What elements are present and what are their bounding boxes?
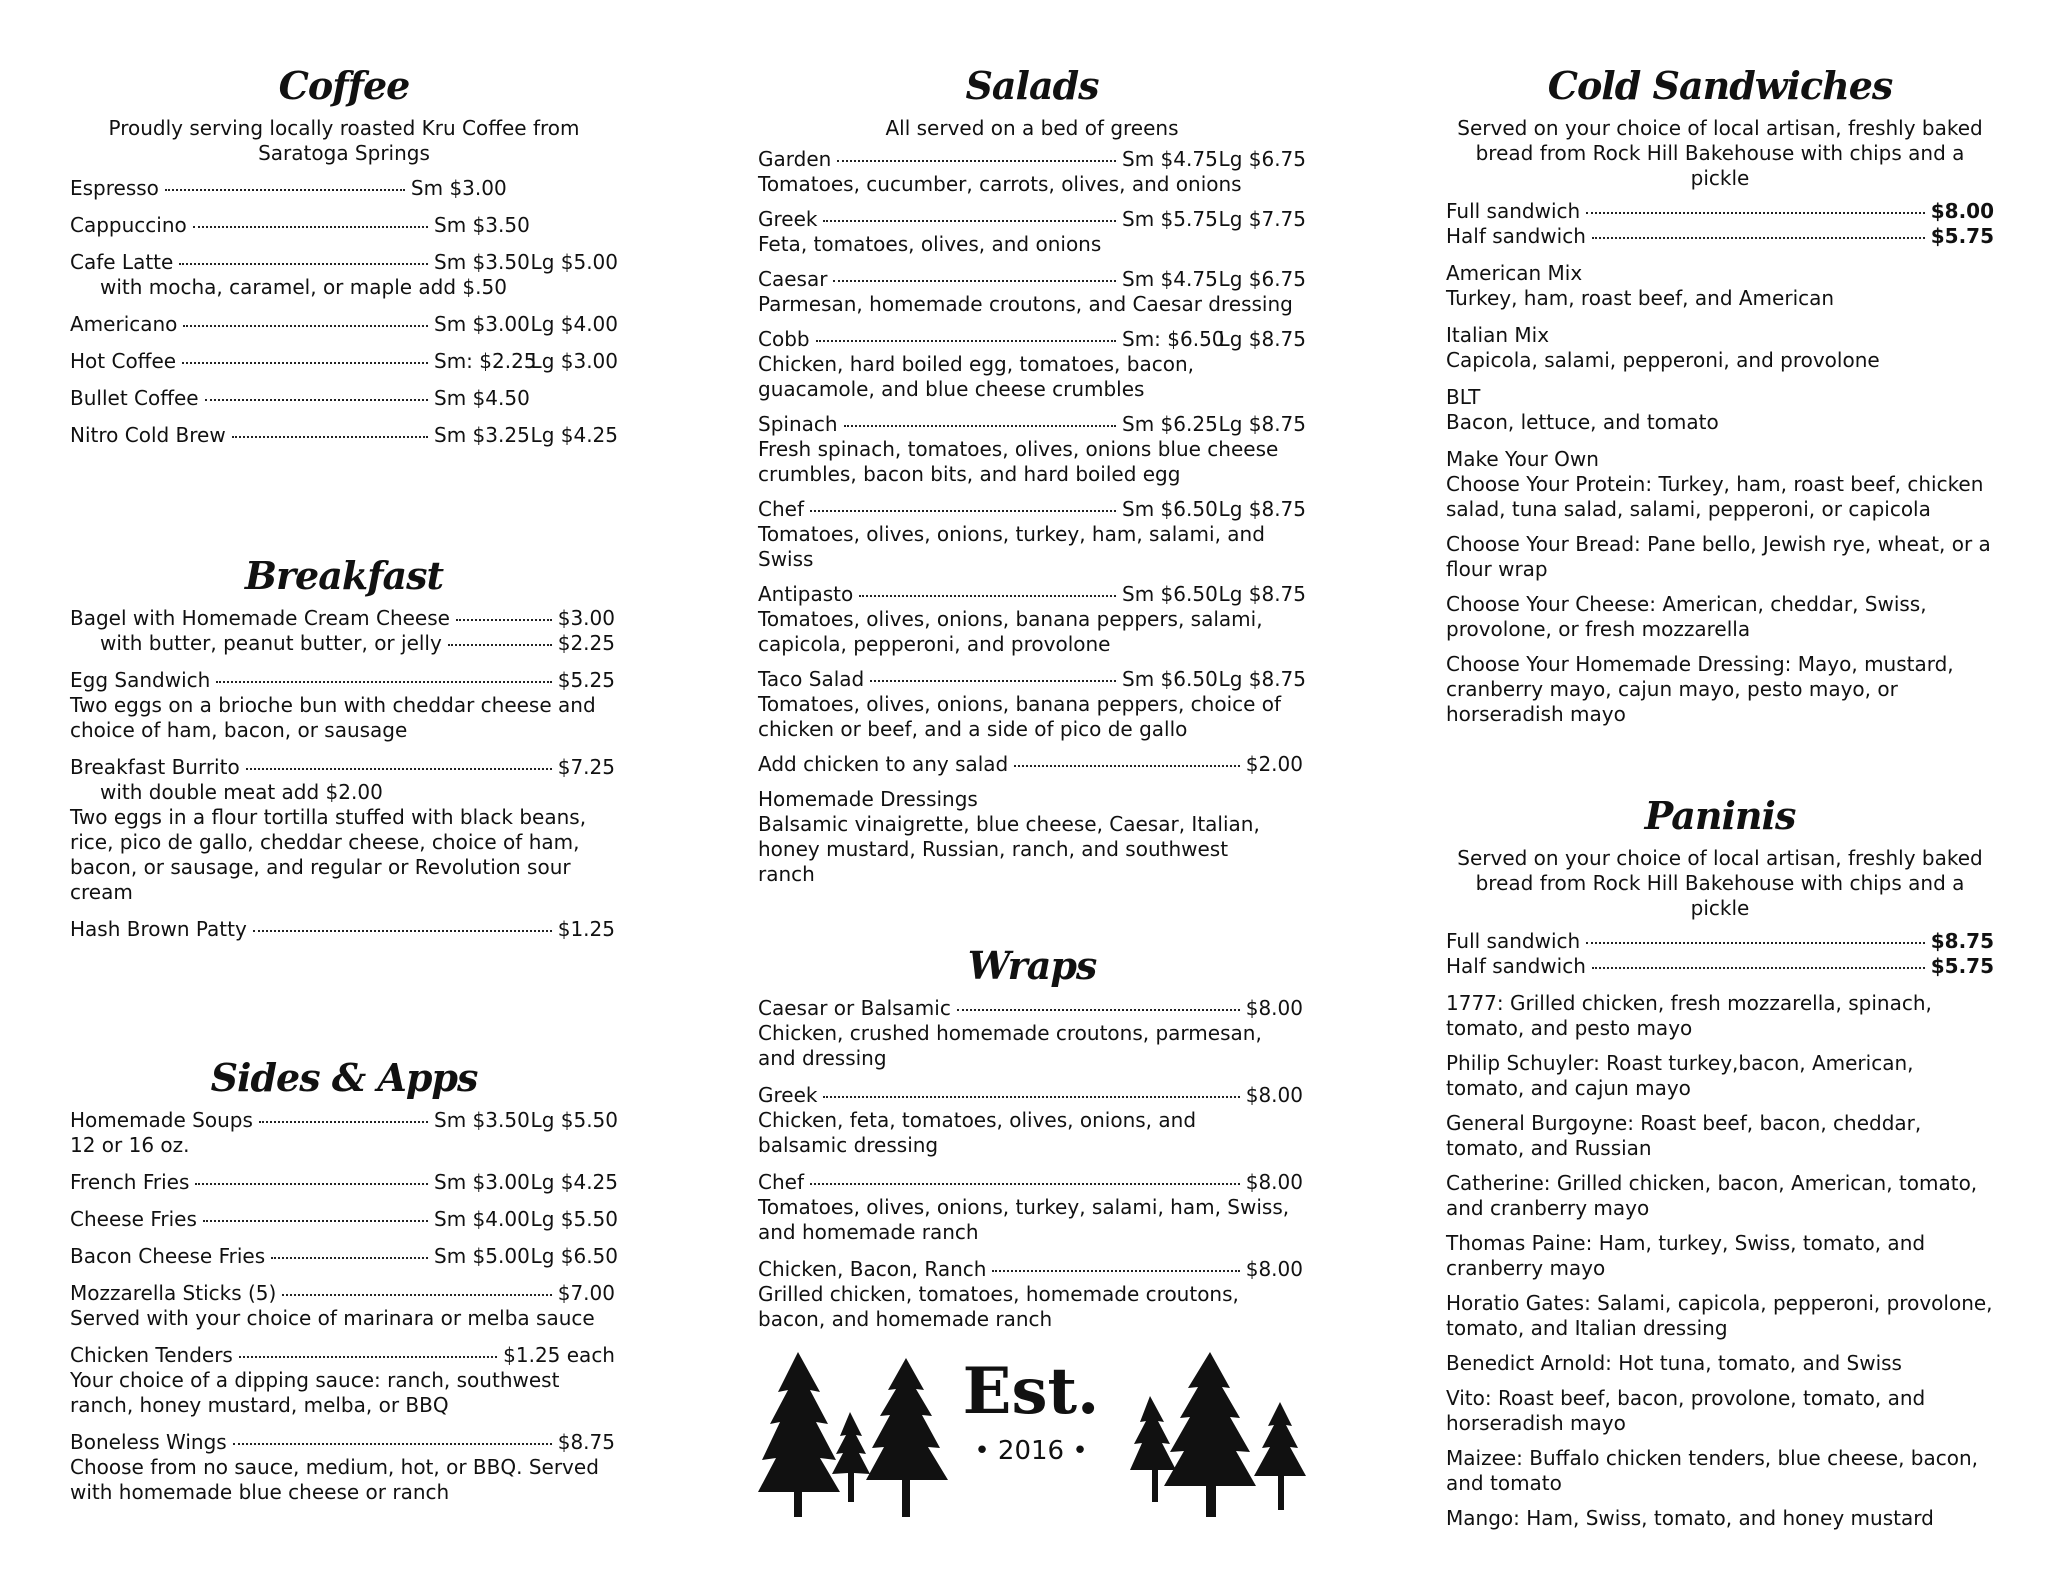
item-description: Turkey, ham, roast beef, and American: [1446, 286, 1835, 310]
price-large: Lg $8.75: [1218, 667, 1306, 691]
item-name: Taco Salad: [758, 667, 865, 691]
item-price: $8.75: [1930, 929, 1994, 953]
price-large: Lg $6.75: [1218, 267, 1306, 291]
coffee-heading: Coffee: [278, 63, 410, 108]
item-name: BLT: [1446, 385, 1481, 409]
panini-item: [1446, 1446, 1994, 1496]
item-description: Tomatoes, olives, onions, turkey, ham, salami, and Swiss: [758, 522, 1265, 571]
item-description: Chicken, feta, tomatoes, olives, onions, and balsamic dressing: [758, 1108, 1197, 1157]
menu-item: [70, 349, 618, 374]
item-name: Caesar: [758, 267, 828, 291]
menu-item: [70, 755, 618, 905]
full-sandwich-price: [1446, 929, 1994, 954]
item-name: Garden: [758, 147, 832, 171]
item-price: $7.25: [557, 755, 615, 779]
price-small: Sm $3.50: [434, 250, 530, 274]
item-description: Tomatoes, olives, onions, banana peppers, salami, capicola, pepperoni, and provolone: [758, 607, 1263, 656]
item-note: 12 or 16 oz.: [70, 1133, 190, 1157]
panini-item: [1446, 1506, 1994, 1531]
menu-item: [758, 1257, 1306, 1332]
menu-item: [70, 1207, 618, 1232]
item-price: $5.75: [1930, 954, 1994, 978]
panini-name: General Burgoyne:: [1446, 1111, 1634, 1135]
menu-item: [70, 668, 618, 743]
item-name: Spinach: [758, 412, 838, 436]
full-sandwich-price: [1446, 199, 1994, 224]
item-name: Hot Coffee: [70, 349, 177, 373]
panini-description: Roast beef, bacon, cheddar, tomato, and Russian: [1446, 1111, 1922, 1160]
item-description: Chicken, crushed homemade croutons, parmesan, and dressing: [758, 1021, 1262, 1070]
menu-item: [1446, 385, 1994, 435]
price-small: Sm $4.50: [434, 386, 530, 410]
panini-name: 1777:: [1446, 991, 1504, 1015]
price-small: Sm $4.75: [1122, 147, 1218, 171]
item-name: Cheese Fries: [70, 1207, 197, 1231]
pine-trees-right-icon: [1130, 1352, 1306, 1522]
panini-item: [1446, 1231, 1994, 1281]
price-small: Sm $3.50: [434, 213, 530, 237]
item-name: Homemade Soups: [70, 1108, 253, 1132]
item-description: Your choice of a dipping sauce: ranch, southwest ranch, honey mustard, melba, or BBQ: [70, 1368, 560, 1417]
panini-item: [1446, 1051, 1994, 1101]
dressings-item: [758, 787, 1306, 887]
item-description: Choose from no sauce, medium, hot, or BBQ. Served with homemade blue cheese or ranch: [70, 1455, 599, 1504]
menu-item: [70, 250, 618, 300]
item-description: Tomatoes, olives, onions, banana peppers, choice of chicken or beef, and a side of pico de gallo: [758, 692, 1282, 741]
est-mark: [936, 1352, 1126, 1466]
item-price: $8.00: [1245, 1170, 1303, 1194]
menu-item: [758, 497, 1306, 572]
menu-item: [70, 312, 618, 337]
menu-item: [70, 1281, 618, 1331]
item-name: Boneless Wings: [70, 1430, 227, 1454]
item-name: Hash Brown Patty: [70, 917, 247, 941]
item-name: Caesar or Balsamic: [758, 996, 951, 1020]
item-name: Half sandwich: [1446, 224, 1586, 248]
panini-description: Grilled chicken, fresh mozzarella, spinach, tomato, and pesto mayo: [1446, 991, 1932, 1040]
panini-name: Mango:: [1446, 1506, 1520, 1530]
half-sandwich-price: [1446, 224, 1994, 249]
choice-dressing: [1446, 652, 1994, 727]
price-large: Lg $4.25: [530, 1170, 618, 1194]
panini-description: Grilled chicken, bacon, American, tomato, and cranberry mayo: [1446, 1171, 1978, 1220]
price-large: Lg $5.00: [530, 250, 618, 274]
panini-description: Roast beef, bacon, provolone, tomato, and horseradish mayo: [1446, 1386, 1926, 1435]
panini-name: Philip Schuyler:: [1446, 1051, 1600, 1075]
item-price: $5.25: [557, 668, 615, 692]
panini-name: Catherine:: [1446, 1171, 1551, 1195]
item-name: Nitro Cold Brew: [70, 423, 226, 447]
item-description: Bacon, lettuce, and tomato: [1446, 410, 1719, 434]
price-large: Lg $8.75: [1218, 327, 1306, 351]
item-name: French Fries: [70, 1170, 190, 1194]
menu-item: [70, 606, 618, 631]
choice-text: Turkey, ham, roast beef, chicken salad, tuna salad, salami, pepperoni, or capicola: [1446, 472, 1984, 521]
choice-protein: [1446, 472, 1994, 522]
paninis-section: [1446, 792, 1994, 1541]
paninis-subtitle: Served on your choice of local artisan, freshly baked bread from Rock Hill Bakehouse with chips and a pickle: [1457, 846, 1983, 920]
coffee-subtitle: Proudly serving locally roasted Kru Coffee from Saratoga Springs: [108, 116, 580, 165]
coffee-section: [70, 62, 618, 460]
panini-item: [1446, 1291, 1994, 1341]
item-name: Antipasto: [758, 582, 854, 606]
item-description: Two eggs on a brioche bun with cheddar cheese and choice of ham, bacon, or sausage: [70, 693, 596, 742]
menu-item: [758, 996, 1306, 1071]
item-price: $5.75: [1930, 224, 1994, 248]
item-description: Capicola, salami, pepperoni, and provolone: [1446, 348, 1880, 372]
item-name: Add chicken to any salad: [758, 752, 1009, 776]
panini-item: [1446, 1351, 1994, 1376]
add-chicken-item: [758, 752, 1306, 777]
make-your-own: [1446, 447, 1994, 727]
price-large: Lg $5.50: [530, 1108, 618, 1132]
choice-label: Choose Your Homemade Dressing:: [1446, 652, 1792, 676]
item-price: $2.00: [1245, 752, 1303, 776]
item-name: Italian Mix: [1446, 323, 1550, 347]
price-large: Lg $3.00: [530, 349, 618, 373]
item-price: $1.25 each: [503, 1343, 615, 1367]
panini-item: [1446, 1171, 1994, 1221]
menu-item: [70, 1343, 618, 1418]
item-description: Parmesan, homemade croutons, and Caesar dressing: [758, 292, 1293, 316]
item-name: Mozzarella Sticks (5): [70, 1281, 277, 1305]
panini-item: [1446, 1386, 1994, 1436]
sides-section: [70, 1054, 618, 1517]
price-small: Sm: $2.25: [434, 349, 537, 373]
menu-item: [70, 1244, 618, 1269]
item-name: Chicken Tenders: [70, 1343, 233, 1367]
price-small: Sm $6.25: [1122, 412, 1218, 436]
item-name: Americano: [70, 312, 178, 336]
panini-item: [1446, 1111, 1994, 1161]
menu-item: [758, 207, 1306, 257]
panini-name: Benedict Arnold:: [1446, 1351, 1612, 1375]
panini-name: Vito:: [1446, 1386, 1492, 1410]
item-name: Homemade Dressings: [758, 787, 978, 811]
salads-section: [758, 62, 1306, 899]
wraps-heading: Wraps: [967, 943, 1097, 988]
panini-name: Thomas Paine:: [1446, 1231, 1593, 1255]
est-year: • 2016 •: [974, 1436, 1088, 1466]
choice-bread: [1446, 532, 1994, 582]
menu-item: [758, 1083, 1306, 1158]
menu-item: [1446, 323, 1994, 373]
price-small: Sm: $6.50: [1122, 327, 1225, 351]
choice-text: American, cheddar, Swiss, provolone, or fresh mozzarella: [1446, 592, 1927, 641]
menu-item: [758, 1170, 1306, 1245]
salads-subtitle: All served on a bed of greens: [885, 116, 1179, 140]
item-name: Greek: [758, 1083, 818, 1107]
menu-item: [70, 1170, 618, 1195]
item-name: Full sandwich: [1446, 199, 1581, 223]
item-description: Served with your choice of marinara or melba sauce: [70, 1306, 595, 1330]
choice-label: Choose Your Cheese:: [1446, 592, 1656, 616]
item-name: Chef: [758, 1170, 804, 1194]
price-large: Lg $6.75: [1218, 147, 1306, 171]
price-large: Lg $4.00: [530, 312, 618, 336]
item-name: Greek: [758, 207, 818, 231]
menu-item: [70, 213, 618, 238]
price-large: Lg $6.50: [530, 1244, 618, 1268]
menu-item: [758, 582, 1306, 657]
est-text: Est.: [962, 1354, 1100, 1429]
price-small: Sm $4.00: [434, 1207, 530, 1231]
salads-heading: Salads: [965, 63, 1099, 108]
price-small: Sm $3.00: [434, 1170, 530, 1194]
choice-cheese: [1446, 592, 1994, 642]
item-description: Balsamic vinaigrette, blue cheese, Caesar, Italian, honey mustard, Russian, ranch, and southwest ranch: [758, 812, 1260, 886]
item-name: Make Your Own: [1446, 447, 1599, 471]
item-price: $8.75: [557, 1430, 615, 1454]
item-name: Bullet Coffee: [70, 386, 199, 410]
item-price: $1.25: [557, 917, 615, 941]
item-name: Bagel with Homemade Cream Cheese: [70, 606, 450, 630]
breakfast-section: [70, 552, 618, 954]
item-name: Breakfast Burrito: [70, 755, 240, 779]
panini-description: Hot tuna, tomato, and Swiss: [1611, 1351, 1902, 1375]
breakfast-heading: Breakfast: [244, 553, 444, 598]
panini-item: [1446, 991, 1994, 1041]
pine-trees-left-icon: [758, 1352, 948, 1522]
price-large: Lg $7.75: [1218, 207, 1306, 231]
item-name: American Mix: [1446, 261, 1583, 285]
paninis-heading: Paninis: [1644, 793, 1796, 838]
item-description: Two eggs in a flour tortilla stuffed with black beans, rice, pico de gallo, cheddar cheese, choice of ham, bacon, or sausage, and regular or Revolution sour cream: [70, 805, 587, 904]
price-large: Lg $8.75: [1218, 497, 1306, 521]
established-logo: [758, 1352, 1306, 1532]
price-small: Sm $3.50: [434, 1108, 530, 1132]
item-description: Grilled chicken, tomatoes, homemade croutons, bacon, and homemade ranch: [758, 1282, 1239, 1331]
price-small: Sm $4.75: [1122, 267, 1218, 291]
item-price: $2.25: [557, 631, 615, 655]
item-name: Full sandwich: [1446, 929, 1581, 953]
item-note: with double meat add $2.00: [100, 780, 383, 804]
choice-label: Choose Your Bread:: [1446, 532, 1641, 556]
menu-item: [758, 147, 1306, 197]
item-name: Egg Sandwich: [70, 668, 211, 692]
price-small: Sm $3.25: [434, 423, 530, 447]
item-price: $8.00: [1930, 199, 1994, 223]
price-large: Lg $8.75: [1218, 582, 1306, 606]
item-price: $3.00: [557, 606, 615, 630]
price-small: Sm $3.00: [410, 176, 507, 200]
panini-description: Roast turkey,bacon, American, tomato, and cajun mayo: [1446, 1051, 1914, 1100]
item-price: $8.00: [1245, 996, 1303, 1020]
item-name: Cobb: [758, 327, 810, 351]
item-price: $8.00: [1245, 1257, 1303, 1281]
menu-item: [70, 1108, 618, 1158]
menu-item: [70, 176, 618, 201]
cold-sandwiches-heading: Cold Sandwiches: [1547, 63, 1893, 108]
wraps-section: [758, 942, 1306, 1344]
panini-name: Maizee:: [1446, 1446, 1523, 1470]
item-name: Chef: [758, 497, 804, 521]
price-small: Sm $3.00: [434, 312, 530, 336]
sides-heading: Sides & Apps: [210, 1055, 478, 1100]
menu-item: [70, 386, 618, 411]
panini-name: Horatio Gates:: [1446, 1291, 1591, 1315]
price-large: Lg $8.75: [1218, 412, 1306, 436]
item-description: Fresh spinach, tomatoes, olives, onions blue cheese crumbles, bacon bits, and hard boiled egg: [758, 437, 1279, 486]
panini-description: Buffalo chicken tenders, blue cheese, bacon, and tomato: [1446, 1446, 1978, 1495]
menu-item: [70, 423, 618, 448]
item-description: Tomatoes, cucumber, carrots, olives, and onions: [758, 172, 1242, 196]
item-name: Espresso: [70, 176, 159, 200]
item-name: Bacon Cheese Fries: [70, 1244, 266, 1268]
price-small: Sm $5.75: [1122, 207, 1218, 231]
price-small: Sm $6.50: [1122, 667, 1218, 691]
price-large: Lg $4.25: [530, 423, 618, 447]
price-large: Lg $5.50: [530, 1207, 618, 1231]
menu-item: [70, 631, 618, 656]
panini-description: Ham, Swiss, tomato, and honey mustard: [1519, 1506, 1934, 1530]
price-small: Sm $5.00: [434, 1244, 530, 1268]
item-price: $7.00: [557, 1281, 615, 1305]
menu-item: [70, 917, 618, 942]
choice-text: Pane bello, Jewish rye, wheat, or a flour wrap: [1446, 532, 1991, 581]
menu-item: [758, 267, 1306, 317]
menu-item: [758, 667, 1306, 742]
item-note: with mocha, caramel, or maple add $.50: [100, 275, 507, 299]
cold-sandwiches-subtitle: Served on your choice of local artisan, freshly baked bread from Rock Hill Bakehouse with chips and a pickle: [1457, 116, 1983, 190]
menu-item: [758, 412, 1306, 487]
choice-label: Choose Your Protein:: [1446, 472, 1653, 496]
menu-item: [70, 1430, 618, 1505]
item-description: Chicken, hard boiled egg, tomatoes, bacon, guacamole, and blue cheese crumbles: [758, 352, 1194, 401]
item-price: $8.00: [1245, 1083, 1303, 1107]
item-name: Chicken, Bacon, Ranch: [758, 1257, 987, 1281]
panini-description: Ham, turkey, Swiss, tomato, and cranberry mayo: [1446, 1231, 1926, 1280]
choice-text: Mayo, mustard, cranberry mayo, cajun mayo, pesto mayo, or horseradish mayo: [1446, 652, 1954, 726]
price-small: Sm $6.50: [1122, 497, 1218, 521]
panini-description: Salami, capicola, pepperoni, provolone, tomato, and Italian dressing: [1446, 1291, 1993, 1340]
item-name: Cafe Latte: [70, 250, 174, 274]
item-name: Half sandwich: [1446, 954, 1586, 978]
item-name: with butter, peanut butter, or jelly: [100, 631, 442, 655]
item-description: Feta, tomatoes, olives, and onions: [758, 232, 1102, 256]
menu-item: [1446, 261, 1994, 311]
price-small: Sm $6.50: [1122, 582, 1218, 606]
half-sandwich-price: [1446, 954, 1994, 979]
item-description: Tomatoes, olives, onions, turkey, salami, ham, Swiss, and homemade ranch: [758, 1195, 1290, 1244]
item-name: Cappuccino: [70, 213, 187, 237]
menu-item: [758, 327, 1306, 402]
cold-sandwiches-section: [1446, 62, 1994, 737]
